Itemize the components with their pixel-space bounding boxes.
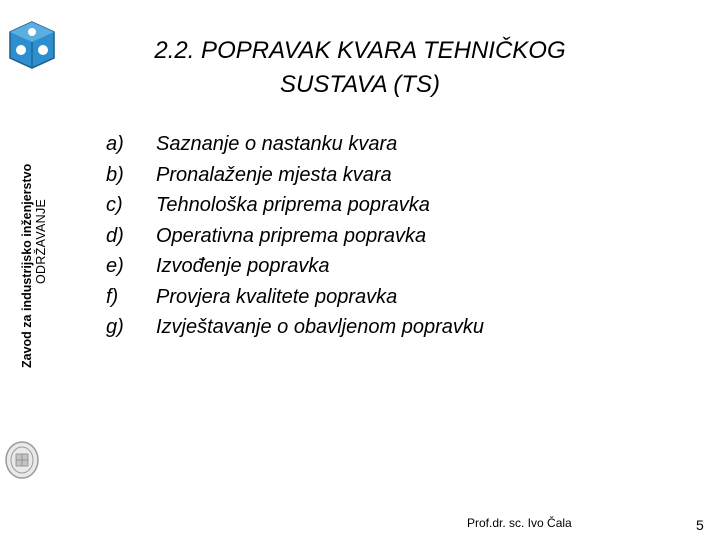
list-item-letter: f) bbox=[106, 285, 119, 308]
institute-name: Zavod za industrijsko inženjerstvo bbox=[20, 163, 34, 368]
subject-name: ODRŽAVANJE bbox=[34, 198, 48, 284]
list-item-text: Izvođenje popravka bbox=[156, 255, 330, 277]
author-name: Prof.dr. sc. Ivo Čala bbox=[467, 516, 572, 530]
list-item-text: Izvještavanje o obavljenom popravku bbox=[156, 316, 484, 338]
repair-steps-list bbox=[106, 129, 484, 343]
list-item-letter: d) bbox=[106, 224, 124, 247]
title-line-1: 2.2. POPRAVAK KVARA TEHNIČKOG bbox=[154, 37, 566, 64]
slide-title bbox=[85, 34, 635, 102]
list-item-text: Provjera kvalitete popravka bbox=[156, 285, 398, 308]
list-item-text: Pronalaženje mjesta kvara bbox=[156, 163, 392, 186]
list-item-text: Tehnološka priprema popravka bbox=[156, 194, 430, 216]
list-item-text: Saznanje o nastanku kvara bbox=[156, 133, 398, 155]
list-item-letter: a) bbox=[106, 133, 124, 155]
list-item bbox=[106, 282, 484, 313]
list-item bbox=[106, 129, 484, 160]
list-item bbox=[106, 190, 484, 221]
university-seal-icon bbox=[4, 440, 40, 480]
list-item-letter: b) bbox=[106, 163, 124, 186]
list-item bbox=[106, 160, 484, 191]
list-item-text: Operativna priprema popravka bbox=[156, 224, 427, 247]
page-number: 5 bbox=[696, 517, 704, 533]
list-item-letter: e) bbox=[106, 255, 124, 277]
list-item-letter: c) bbox=[106, 194, 123, 216]
title-line-2: SUSTAVA (TS) bbox=[279, 71, 441, 98]
institute-logo-icon bbox=[6, 20, 58, 70]
list-item bbox=[106, 221, 484, 252]
list-item-letter: g) bbox=[106, 316, 124, 338]
list-item bbox=[106, 251, 484, 282]
list-item bbox=[106, 312, 484, 343]
